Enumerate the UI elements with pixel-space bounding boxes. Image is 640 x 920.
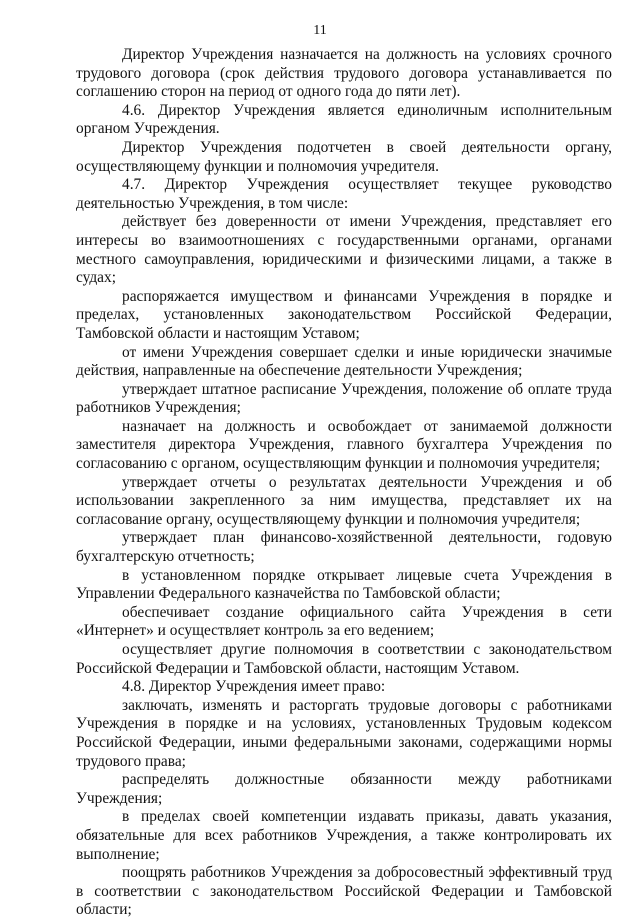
paragraph: обеспечивает создание официального сайта Учреждения в сети «Интернет» и осуществляет контроль за его ведением; <box>76 603 612 640</box>
paragraph: утверждает штатное расписание Учреждения, положение об оплате труда работников Учреждения; <box>76 380 612 417</box>
paragraph: утверждает отчеты о результатах деятельности Учреждения и об использовании закрепленного за ним имущества, представляет их на согласование органу, осуществляющему функции и полномочия учредителя; <box>76 473 612 528</box>
paragraph: распоряжается имуществом и финансами Учреждения в порядке и пределах, установленных законодательством Российской Федерации, Тамбовской области и настоящим Уставом; <box>76 287 612 342</box>
paragraph: осуществляет другие полномочия в соответствии с законодательством Российской Федерации и Тамбовской области, настоящим Уставом. <box>76 641 612 677</box>
paragraph: действует без доверенности от имени Учреждения, представляет его интересы во взаимоотношениях с государственными органами, органами местного самоуправления, юридическими и физическими лицами, а также в судах; <box>76 213 612 287</box>
paragraph: утверждает план финансово-хозяйственной деятельности, годовую бухгалтерскую отчетность; <box>76 529 612 566</box>
paragraph: в пределах своей компетенции издавать приказы, давать указания, обязательные для всех работников Учреждения, а также контролировать их выполнение; <box>76 808 612 863</box>
page-number: 11 <box>313 23 327 38</box>
document-body <box>76 46 612 920</box>
paragraph: 4.7. Директор Учреждения осуществляет текущее руководство деятельностью Учреждения, в том числе: <box>76 176 612 212</box>
paragraph: 4.8. Директор Учреждения имеет право: <box>122 678 386 696</box>
paragraph: Директор Учреждения подотчетен в своей деятельности органу, осуществляющему функции и полномочия учредителя. <box>76 138 612 175</box>
paragraph: Директор Учреждения назначается на должность на условиях срочного трудового договора (срок действия трудового договора устанавливается по соглашению сторон на период от одного года до пяти лет). <box>76 46 612 101</box>
paragraph: распределять должностные обязанности между работниками Учреждения; <box>76 771 612 807</box>
paragraph: от имени Учреждения совершает сделки и иные юридически значимые действия, направленные на обеспечение деятельности Учреждения; <box>76 343 612 380</box>
paragraph: назначает на должность и освобождает от занимаемой должности заместителя директора Учреждения, главного бухгалтера Учреждения по согласованию с органом, осуществляющим функции и полномочия учредителя; <box>76 417 612 473</box>
paragraph: поощрять работников Учреждения за добросовестный эффективный труд в соответствии с законодательством Российской Федерации и Тамбовской области; <box>76 864 612 919</box>
paragraph: заключать, изменять и расторгать трудовые договоры с работниками Учреждения в порядке и на условиях, установленных Трудовым кодексом Российской Федерации, иными федеральными законами, содержащими нормы трудового права; <box>76 696 612 770</box>
paragraph: в установленном порядке открывает лицевые счета Учреждения в Управлении Федерального казначейства по Тамбовской области; <box>76 566 612 603</box>
paragraph: 4.6. Директор Учреждения является единоличным исполнительным органом Учреждения. <box>76 101 612 138</box>
